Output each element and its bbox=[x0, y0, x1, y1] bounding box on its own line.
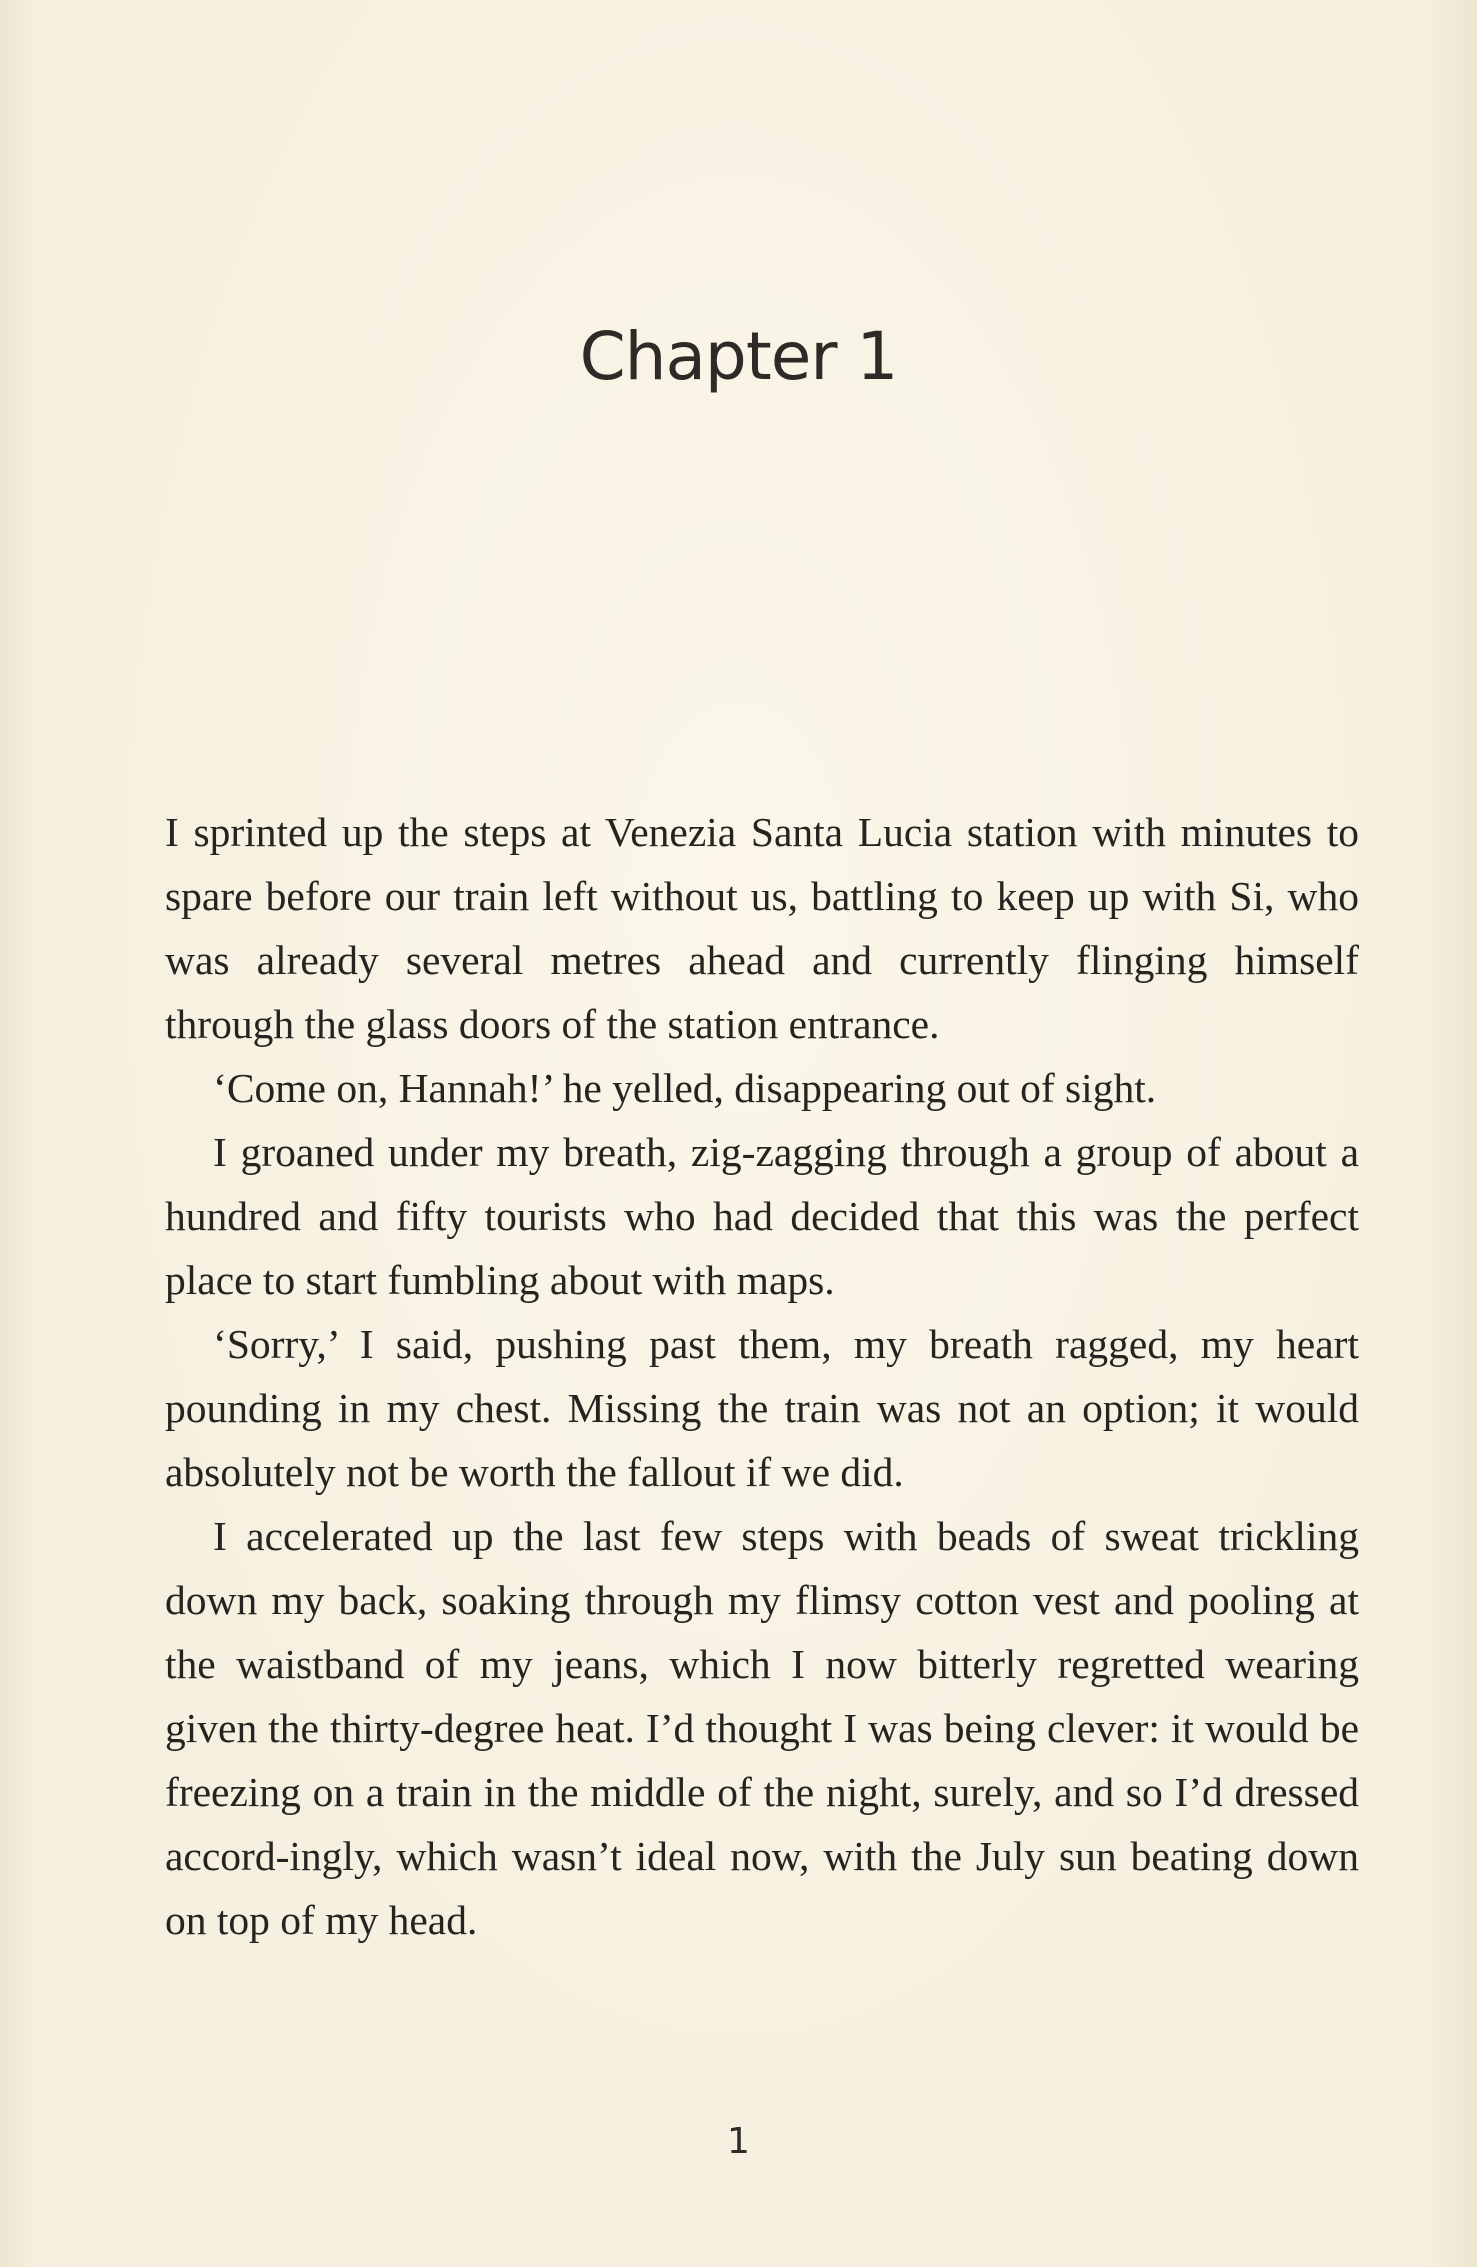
paragraph-2: ‘Come on, Hannah!’ he yelled, disappearing out of sight. bbox=[213, 1065, 1157, 1111]
paragraph-5: I accelerated up the last few steps with beads of sweat trickling down my back, soaking through my flimsy cotton vest and pooling at the waistband of my jeans, which I now bitterly regretted wearing given the thirty-degree heat. I’d thought I was being clever: it would be freezing on a train in the middle of the night, surely, and so I’d dressed accord-ingly, which wasn’t ideal now, with the July sun beating down on top of my head. bbox=[165, 1513, 1359, 1943]
paragraph-1: I sprinted up the steps at Venezia Santa Lucia station with minutes to spare before our train left without us, battling to keep up with Si, who was already several metres ahead and currently flinging himself through the glass doors of the station entrance. bbox=[165, 809, 1359, 1047]
page-number: 1 bbox=[727, 2121, 750, 2162]
chapter-heading: Chapter 1 bbox=[579, 318, 898, 395]
chapter-body bbox=[165, 800, 1359, 1952]
paragraph-3: I groaned under my breath, zig-zagging through a group of about a hundred and fifty tourists who had decided that this was the perfect place to start fumbling about with maps. bbox=[165, 1129, 1359, 1303]
paragraph-4: ‘Sorry,’ I said, pushing past them, my breath ragged, my heart pounding in my chest. Missing the train was not an option; it would absolutely not be worth the fallout if we did. bbox=[165, 1321, 1359, 1495]
